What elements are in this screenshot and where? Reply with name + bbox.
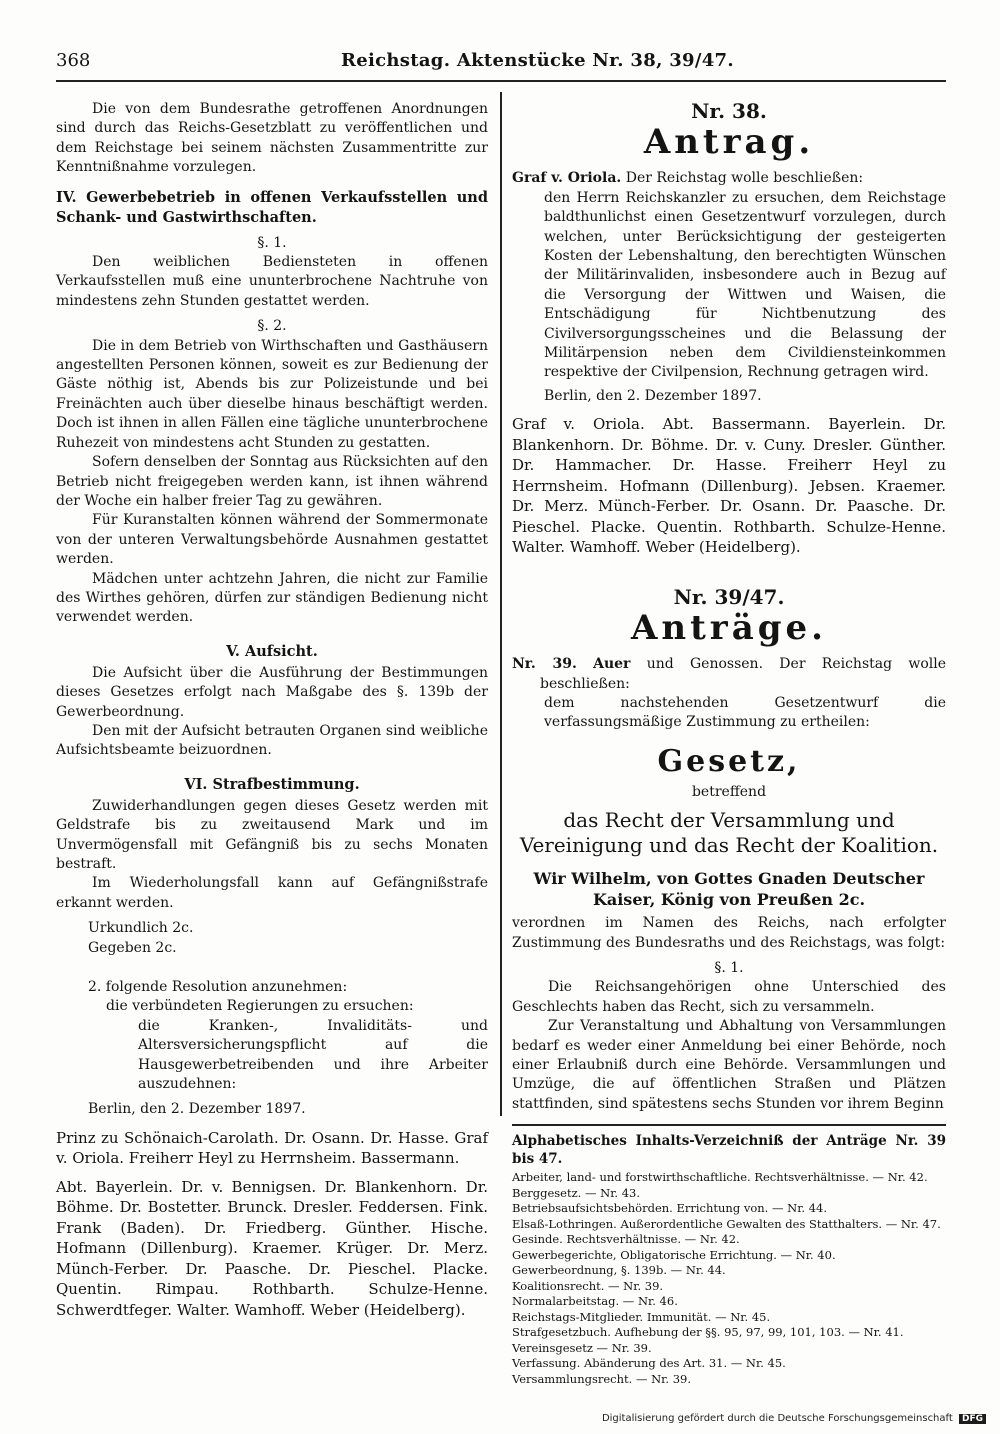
index-item: Berggesetz. — Nr. 43.: [512, 1185, 641, 1200]
law-heading: Gesetz,: [657, 743, 801, 779]
paragraph: Zuwiderhandlungen gegen dieses Gesetz werden mit Geldstrafe bis zu zweitausend Mark und im Unvermögensfall mit Gefängniß bis zu sechs Monaten bestraft.: [56, 797, 488, 872]
index-item: Elsaß-Lothringen. Außerordentliche Gewalten des Statthalters. — Nr. 47.: [512, 1216, 941, 1231]
section-heading-vi: VI. Strafbestimmung.: [184, 775, 360, 793]
index-item: Verfassung. Abänderung des Art. 31. — Nr. 45.: [512, 1356, 786, 1371]
index-item: Versammlungsrecht. — Nr. 39.: [512, 1371, 692, 1386]
closing-formula: Urkundlich 2c.: [88, 920, 194, 937]
motion-author: Auer: [593, 656, 631, 673]
index-item: Vereinsgesetz — Nr. 39.: [512, 1340, 652, 1355]
enacting-formula: Wir Wilhelm, von Gottes Gnaden Deutscher Kaiser, König von Preußen 2c.: [533, 869, 925, 910]
paragraph: Mädchen unter achtzehn Jahren, die nicht zur Familie des Wirthes gehören, dürfen zur ständigen Bedienung nicht verwendet werden.: [56, 570, 488, 626]
document-title: Antrag.: [643, 122, 815, 163]
resolution-intro: 2. folgende Resolution anzunehmen:: [88, 979, 348, 996]
right-column: [512, 100, 946, 1387]
index-item: Gewerbegerichte, Obligatorische Errichtung. — Nr. 40.: [512, 1247, 836, 1262]
paragraph: Den mit der Aufsicht betrauten Organen sind weibliche Aufsichtsbeamte beizuordnen.: [56, 722, 488, 759]
section-heading-v: V. Aufsicht.: [226, 642, 318, 660]
paragraph: Die Aufsicht über die Ausführung der Bestimmungen dieses Gesetzes erfolgt nach Maßgabe des §. 139b der Gewerbeordnung.: [56, 664, 488, 720]
law-title: das Recht der Versammlung und Vereinigung und das Recht der Koalition.: [519, 808, 939, 858]
signatories: Abt. Bayerlein. Dr. v. Bennigsen. Dr. Blankenhorn. Dr. Böhme. Dr. Bostetter. Brunck. Dresler. Feddersen. Fink. Frank (Baden). Dr. Friedberg. Günther. Hische. Hofmann (Dillenburg). Kraemer. Krüger. Dr. Merz. Münch-Ferber. Dr. Paasche. Dr. Pieschel. Placke. Quentin. Rimpau. Rothbarth. Schulze-Henne. Schwerdtfeger. Walter. Wamhoff. Weber (Heidelberg).: [56, 1177, 488, 1319]
paragraph: Sofern denselben der Sonntag aus Rücksichten auf den Betrieb nicht freigegeben werden kann, ist ihnen während der Woche ein halber freier Tag zu gewähren.: [56, 454, 488, 509]
law-subheading: betreffend: [691, 783, 767, 800]
index-item: Reichstags-Mitglieder. Immunität. — Nr. 45.: [512, 1309, 771, 1324]
signatories: Prinz zu Schönaich-Carolath. Dr. Osann. Dr. Hasse. Graf v. Oriola. Freiherr Heyl zu Herrnsheim. Bassermann.: [56, 1128, 488, 1168]
signatories: Graf v. Oriola. Abt. Bassermann. Bayerlein. Dr. Blankenhorn. Dr. Böhme. Dr. v. Cuny. Dresler. Günther. Dr. Hammacher. Dr. Hasse. Freiherr Heyl zu Herrnsheim. Hofmann (Dillenburg). Jebsen. Kraemer. Dr. Merz. Münch-Ferber. Dr. Osann. Dr. Paasche. Dr. Pieschel. Placke. Quentin. Rothbarth. Schulze-Henne. Walter. Wamhoff. Weber (Heidelberg).: [512, 415, 946, 557]
date-line: Berlin, den 2. Dezember 1897.: [544, 387, 762, 404]
paragraph-number: §. 1.: [714, 960, 744, 977]
paragraph-number: §. 2.: [257, 318, 287, 335]
paragraph: Im Wiederholungsfall kann auf Gefängnißstrafe erkannt werden.: [56, 875, 488, 911]
motion-author: Graf v. Oriola.: [512, 170, 622, 187]
paragraph-number: §. 1.: [257, 234, 287, 251]
closing-formula: Gegeben 2c.: [88, 939, 177, 956]
running-head: Reichstag. Aktenstücke Nr. 38, 39/47.: [341, 50, 734, 71]
paragraph: Zur Veranstaltung und Abhaltung von Versammlungen bedarf es weder einer Anmeldung bei einer Behörde, noch einer Erlaubniß durch eine Behörde. Versammlungen und Umzüge, die auf öffentlichen Straßen und Plätzen stattfinden, sind spätestens sechs Stunden vor ihrem Beginn: [512, 1018, 946, 1112]
motion-lead: [512, 655, 946, 694]
index-item: Betriebsaufsichtsbehörden. Errichtung von. — Nr. 44.: [512, 1201, 828, 1216]
motion-lead: [512, 169, 946, 188]
digitization-footer: [602, 1413, 986, 1424]
column-divider: [500, 92, 502, 1116]
index-title: Alphabetisches Inhalts-Verzeichniß der Anträge Nr. 39 bis 47.: [512, 1133, 946, 1168]
left-column: [56, 100, 488, 1320]
index-item: Gesinde. Rechtsverhältnisse. — Nr. 42.: [512, 1232, 740, 1247]
document-number: Nr. 38.: [691, 99, 767, 123]
page-number: 368: [56, 50, 91, 71]
motion-text: Der Reichstag wolle beschließen:: [625, 170, 864, 187]
index-item: Koalitionsrecht. — Nr. 39.: [512, 1278, 664, 1293]
dfg-logo: DFG: [959, 1414, 986, 1424]
date-line: Berlin, den 2. Dezember 1897.: [88, 1101, 306, 1118]
motion-body: den Herrn Reichskanzler zu ersuchen, dem Reichstage baldthunlichst einen Gesetzentwurf vorzulegen, durch welchen, unter Berücksichtigung der gesteigerten Kosten der Lebenshaltung, den berechtigten Wünschen der Militärinvaliden, insbesondere auch in Bezug auf die Versorgung der Wittwen und Waisen, die Entschädigung für Nichtbenutzung des Civilversorgungsscheines und die Belassung der Militärpension neben dem Civildiensteinkommen respektive der Civilpension, Rechnung getragen wird.: [544, 189, 946, 381]
resolution-text: die Kranken-, Invaliditäts- und Altersversicherungspflicht auf die Hausgewerbetreibenden und ihre Arbeiter auszudehnen:: [138, 1017, 488, 1093]
paragraph: verordnen im Namen des Reichs, nach erfolgter Zustimmung des Bundesraths und des Reichstags, was folgt:: [512, 915, 946, 951]
page-header: [56, 50, 946, 82]
document-title: Anträge.: [631, 608, 827, 649]
footer-text: Digitalisierung gefördert durch die Deutsche Forschungsgemeinschaft: [601, 1413, 953, 1424]
paragraph: Für Kuranstalten können während der Sommermonate von der unteren Verwaltungsbehörde Ausnahmen gestattet werden.: [56, 512, 488, 568]
index-box: [512, 1124, 946, 1387]
motion-number: Nr. 39.: [512, 656, 577, 673]
document-number: Nr. 39/47.: [673, 584, 785, 609]
paragraph: Den weiblichen Bediensteten in offenen Verkaufsstellen muß eine ununterbrochene Nachtruhe von mindestens zehn Stunden gestattet werden.: [56, 254, 488, 309]
index-item: Arbeiter, land- und forstwirthschaftliche. Rechtsverhältnisse. — Nr. 42.: [512, 1170, 928, 1185]
section-heading-iv: IV. Gewerbebetrieb in offenen Verkaufsstellen und Schank- und Gastwirthschaften.: [56, 188, 488, 226]
index-item: Normalarbeitstag. — Nr. 46.: [512, 1294, 678, 1309]
resolution-text: die verbündeten Regierungen zu ersuchen:: [106, 998, 414, 1015]
paragraph: Die Reichsangehörigen ohne Unterschied des Geschlechts haben das Recht, sich zu versammeln.: [512, 979, 946, 1015]
paragraph: Die von dem Bundesrathe getroffenen Anordnungen sind durch das Reichs-Gesetzblatt zu veröffentlichen und dem Reichstage bei seinem nächsten Zusammentritte zur Kenntnißnahme vorzulegen.: [56, 101, 488, 176]
motion-body: dem nachstehenden Gesetzentwurf die verfassungsmäßige Zustimmung zu ertheilen:: [544, 695, 946, 731]
motion-text: und Genossen. Der Reichstag wolle beschließen:: [540, 656, 946, 692]
index-item: Gewerbeordnung, §. 139b. — Nr. 44.: [512, 1263, 726, 1278]
index-item: Strafgesetzbuch. Aufhebung der §§. 95, 97, 99, 101, 103. — Nr. 41.: [512, 1325, 904, 1340]
paragraph: Die in dem Betrieb von Wirthschaften und Gasthäusern angestellten Personen können, soweit es zur Bedienung der Gäste nöthig ist, Abends bis zur Polizeistunde und bei Freinächten auch über dieselbe hinaus beschäftigt werden. Doch ist ihnen in allen Fällen eine tägliche ununterbrochene Ruhezeit von mindestens acht Stunden zu gestatten.: [56, 337, 488, 451]
